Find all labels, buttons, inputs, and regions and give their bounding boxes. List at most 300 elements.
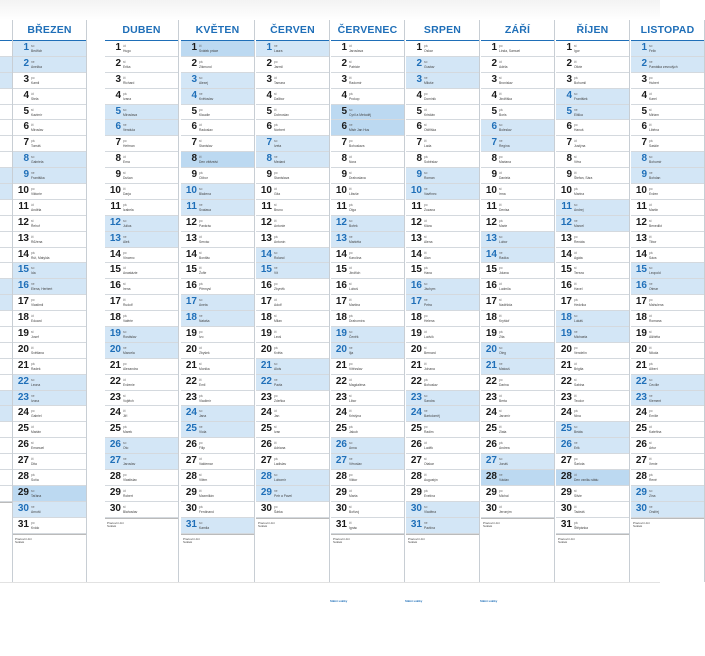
day-row[interactable] (105, 502, 178, 518)
day-row[interactable] (0, 232, 12, 248)
day-row[interactable] (256, 327, 329, 343)
day-row[interactable] (481, 263, 554, 279)
day-row[interactable] (13, 327, 86, 343)
day-row[interactable] (256, 406, 329, 422)
day-row[interactable] (181, 279, 254, 295)
day-row[interactable] (631, 391, 704, 407)
day-row[interactable] (406, 470, 479, 486)
day-row[interactable] (105, 152, 178, 168)
day-row[interactable] (481, 391, 554, 407)
day-row[interactable] (631, 200, 704, 216)
day-row[interactable] (256, 359, 329, 375)
day-row[interactable] (406, 311, 479, 327)
day-row[interactable] (181, 502, 254, 518)
day-row[interactable] (105, 248, 178, 264)
day-row[interactable] (406, 232, 479, 248)
day-row[interactable] (0, 89, 12, 105)
day-row[interactable] (0, 454, 12, 470)
day-row[interactable] (105, 406, 178, 422)
day-row[interactable] (105, 200, 178, 216)
day-row[interactable] (181, 343, 254, 359)
day-row[interactable] (181, 518, 254, 534)
day-row[interactable] (13, 343, 86, 359)
day-row[interactable] (181, 168, 254, 184)
day-row[interactable] (481, 422, 554, 438)
day-row[interactable] (556, 311, 629, 327)
day-row[interactable] (556, 73, 629, 89)
day-row[interactable] (631, 184, 704, 200)
day-row[interactable] (13, 502, 86, 518)
day-row[interactable] (256, 391, 329, 407)
day-row[interactable] (181, 57, 254, 73)
day-row[interactable] (631, 73, 704, 89)
day-row[interactable] (331, 406, 404, 422)
day-row[interactable] (256, 105, 329, 121)
day-row[interactable] (481, 486, 554, 502)
day-row[interactable] (406, 518, 479, 534)
day-row[interactable] (481, 406, 554, 422)
day-row[interactable] (256, 375, 329, 391)
day-row[interactable] (0, 184, 12, 200)
day-row[interactable] (481, 136, 554, 152)
day-row[interactable] (481, 279, 554, 295)
day-row[interactable] (556, 359, 629, 375)
day-row[interactable] (13, 232, 86, 248)
day-row[interactable] (481, 41, 554, 57)
day-row[interactable] (105, 136, 178, 152)
day-row[interactable] (13, 200, 86, 216)
day-row[interactable] (181, 375, 254, 391)
day-row[interactable] (481, 89, 554, 105)
day-row[interactable] (406, 279, 479, 295)
day-row[interactable] (256, 216, 329, 232)
day-row[interactable] (105, 120, 178, 136)
day-row[interactable] (13, 57, 86, 73)
day-row[interactable] (0, 391, 12, 407)
day-row[interactable] (256, 486, 329, 502)
day-row[interactable] (13, 216, 86, 232)
day-row[interactable] (13, 454, 86, 470)
day-row[interactable] (256, 152, 329, 168)
day-row[interactable] (105, 486, 178, 502)
day-row[interactable] (406, 375, 479, 391)
day-row[interactable] (406, 136, 479, 152)
day-row[interactable] (481, 327, 554, 343)
day-row[interactable] (181, 105, 254, 121)
day-row[interactable] (13, 248, 86, 264)
day-row[interactable] (256, 311, 329, 327)
day-row[interactable] (631, 295, 704, 311)
day-row[interactable] (331, 438, 404, 454)
day-row[interactable] (631, 359, 704, 375)
day-row[interactable] (406, 295, 479, 311)
day-row[interactable] (406, 422, 479, 438)
day-row[interactable] (105, 168, 178, 184)
day-row[interactable] (331, 136, 404, 152)
day-row[interactable] (256, 263, 329, 279)
day-row[interactable] (406, 89, 479, 105)
day-row[interactable] (105, 422, 178, 438)
day-row[interactable] (13, 486, 86, 502)
day-row[interactable] (481, 232, 554, 248)
day-row[interactable] (181, 359, 254, 375)
day-row[interactable] (406, 184, 479, 200)
day-row[interactable] (13, 120, 86, 136)
day-row[interactable] (406, 327, 479, 343)
day-row[interactable] (556, 438, 629, 454)
day-row[interactable] (13, 391, 86, 407)
day-row[interactable] (13, 136, 86, 152)
day-row[interactable] (631, 232, 704, 248)
day-row[interactable] (105, 438, 178, 454)
day-row[interactable] (556, 454, 629, 470)
day-row[interactable] (481, 216, 554, 232)
day-row[interactable] (181, 295, 254, 311)
day-row[interactable] (406, 120, 479, 136)
day-row[interactable] (631, 470, 704, 486)
day-row[interactable] (406, 391, 479, 407)
day-row[interactable] (406, 486, 479, 502)
day-row[interactable] (556, 184, 629, 200)
day-row[interactable] (406, 438, 479, 454)
day-row[interactable] (0, 200, 12, 216)
day-row[interactable] (181, 248, 254, 264)
day-row[interactable] (13, 105, 86, 121)
day-row[interactable] (631, 216, 704, 232)
day-row[interactable] (13, 470, 86, 486)
day-row[interactable] (556, 168, 629, 184)
day-row[interactable] (556, 41, 629, 57)
day-row[interactable] (331, 200, 404, 216)
day-row[interactable] (406, 263, 479, 279)
day-row[interactable] (0, 438, 12, 454)
day-row[interactable] (481, 120, 554, 136)
day-row[interactable] (0, 120, 12, 136)
day-row[interactable] (556, 343, 629, 359)
day-row[interactable] (105, 359, 178, 375)
day-row[interactable] (481, 470, 554, 486)
day-row[interactable] (556, 327, 629, 343)
day-row[interactable] (105, 41, 178, 57)
day-row[interactable] (105, 57, 178, 73)
day-row[interactable] (0, 375, 12, 391)
day-row[interactable] (13, 263, 86, 279)
day-row[interactable] (181, 486, 254, 502)
day-row[interactable] (256, 438, 329, 454)
day-row[interactable] (256, 470, 329, 486)
day-row[interactable] (0, 422, 12, 438)
day-row[interactable] (331, 470, 404, 486)
day-row[interactable] (13, 73, 86, 89)
day-row[interactable] (256, 200, 329, 216)
day-row[interactable] (481, 168, 554, 184)
day-row[interactable] (105, 216, 178, 232)
day-row[interactable] (331, 263, 404, 279)
day-row[interactable] (631, 120, 704, 136)
day-row[interactable] (256, 279, 329, 295)
day-row[interactable] (105, 375, 178, 391)
day-row[interactable] (105, 263, 178, 279)
day-row[interactable] (556, 136, 629, 152)
day-row[interactable] (13, 422, 86, 438)
day-row[interactable] (13, 41, 86, 57)
day-row[interactable] (631, 279, 704, 295)
day-row[interactable] (181, 200, 254, 216)
day-row[interactable] (556, 279, 629, 295)
day-row[interactable] (631, 168, 704, 184)
day-row[interactable] (331, 184, 404, 200)
day-row[interactable] (631, 152, 704, 168)
day-row[interactable] (13, 375, 86, 391)
day-row[interactable] (331, 73, 404, 89)
day-row[interactable] (631, 41, 704, 57)
day-row[interactable] (331, 57, 404, 73)
day-row[interactable] (556, 406, 629, 422)
day-row[interactable] (556, 518, 629, 534)
day-row[interactable] (556, 57, 629, 73)
day-row[interactable] (0, 152, 12, 168)
day-row[interactable] (256, 502, 329, 518)
day-row[interactable] (0, 311, 12, 327)
day-row[interactable] (481, 359, 554, 375)
day-row[interactable] (481, 248, 554, 264)
day-row[interactable] (181, 184, 254, 200)
day-row[interactable] (181, 73, 254, 89)
day-row[interactable] (331, 152, 404, 168)
day-row[interactable] (631, 422, 704, 438)
day-row[interactable] (256, 295, 329, 311)
day-row[interactable] (0, 295, 12, 311)
day-row[interactable] (13, 168, 86, 184)
day-row[interactable] (105, 279, 178, 295)
day-row[interactable] (631, 89, 704, 105)
day-row[interactable] (556, 200, 629, 216)
day-row[interactable] (631, 57, 704, 73)
day-row[interactable] (105, 184, 178, 200)
day-row[interactable] (331, 343, 404, 359)
day-row[interactable] (406, 454, 479, 470)
day-row[interactable] (181, 120, 254, 136)
day-row[interactable] (13, 295, 86, 311)
day-row[interactable] (105, 470, 178, 486)
day-row[interactable] (0, 136, 12, 152)
day-row[interactable] (481, 502, 554, 518)
day-row[interactable] (0, 263, 12, 279)
day-row[interactable] (256, 248, 329, 264)
day-row[interactable] (105, 327, 178, 343)
day-row[interactable] (0, 248, 12, 264)
day-row[interactable] (105, 343, 178, 359)
day-row[interactable] (406, 248, 479, 264)
day-row[interactable] (481, 152, 554, 168)
day-row[interactable] (631, 454, 704, 470)
day-row[interactable] (256, 422, 329, 438)
day-row[interactable] (631, 438, 704, 454)
day-row[interactable] (0, 105, 12, 121)
day-row[interactable] (256, 136, 329, 152)
day-row[interactable] (105, 454, 178, 470)
day-row[interactable] (13, 438, 86, 454)
day-row[interactable] (105, 232, 178, 248)
day-row[interactable] (105, 73, 178, 89)
day-row[interactable] (331, 486, 404, 502)
day-row[interactable] (481, 343, 554, 359)
day-row[interactable] (406, 168, 479, 184)
day-row[interactable] (0, 486, 12, 502)
day-row[interactable] (406, 216, 479, 232)
day-row[interactable] (556, 152, 629, 168)
day-row[interactable] (0, 327, 12, 343)
day-row[interactable] (481, 200, 554, 216)
day-row[interactable] (13, 311, 86, 327)
day-row[interactable] (331, 168, 404, 184)
day-row[interactable] (181, 263, 254, 279)
day-row[interactable] (556, 105, 629, 121)
day-row[interactable] (406, 200, 479, 216)
day-row[interactable] (331, 359, 404, 375)
day-row[interactable] (181, 41, 254, 57)
day-row[interactable] (256, 41, 329, 57)
day-row[interactable] (256, 168, 329, 184)
day-row[interactable] (331, 41, 404, 57)
day-row[interactable] (13, 89, 86, 105)
day-row[interactable] (181, 152, 254, 168)
day-row[interactable] (0, 406, 12, 422)
day-row[interactable] (331, 375, 404, 391)
day-row[interactable] (0, 73, 12, 89)
day-row[interactable] (181, 311, 254, 327)
day-row[interactable] (556, 391, 629, 407)
day-row[interactable] (105, 295, 178, 311)
day-row[interactable] (181, 232, 254, 248)
day-row[interactable] (256, 232, 329, 248)
day-row[interactable] (631, 327, 704, 343)
day-row[interactable] (181, 216, 254, 232)
day-row[interactable] (331, 518, 404, 534)
day-row[interactable] (256, 89, 329, 105)
day-row[interactable] (181, 89, 254, 105)
day-row[interactable] (13, 152, 86, 168)
day-row[interactable] (0, 343, 12, 359)
day-row[interactable] (256, 454, 329, 470)
day-row[interactable] (481, 454, 554, 470)
day-row[interactable] (406, 152, 479, 168)
day-row[interactable] (556, 486, 629, 502)
day-row[interactable] (331, 216, 404, 232)
day-row[interactable] (181, 136, 254, 152)
day-row[interactable] (331, 502, 404, 518)
day-row[interactable] (481, 438, 554, 454)
day-row[interactable] (256, 343, 329, 359)
day-row[interactable] (181, 470, 254, 486)
day-row[interactable] (331, 391, 404, 407)
day-row[interactable] (481, 57, 554, 73)
day-row[interactable] (181, 327, 254, 343)
day-row[interactable] (331, 248, 404, 264)
day-row[interactable] (105, 311, 178, 327)
day-row[interactable] (406, 41, 479, 57)
day-row[interactable] (13, 518, 86, 534)
day-row[interactable] (331, 105, 404, 121)
day-row[interactable] (331, 120, 404, 136)
day-row[interactable] (0, 168, 12, 184)
day-row[interactable] (331, 232, 404, 248)
day-row[interactable] (256, 120, 329, 136)
day-row[interactable] (181, 406, 254, 422)
day-row[interactable] (631, 375, 704, 391)
day-row[interactable] (481, 73, 554, 89)
day-row[interactable] (631, 248, 704, 264)
day-row[interactable] (631, 263, 704, 279)
day-row[interactable] (331, 327, 404, 343)
day-row[interactable] (556, 375, 629, 391)
day-row[interactable] (331, 89, 404, 105)
day-row[interactable] (331, 295, 404, 311)
day-row[interactable] (256, 73, 329, 89)
day-row[interactable] (481, 184, 554, 200)
day-row[interactable] (481, 375, 554, 391)
day-row[interactable] (631, 136, 704, 152)
day-row[interactable] (13, 359, 86, 375)
day-row[interactable] (556, 470, 629, 486)
day-row[interactable] (13, 279, 86, 295)
day-row[interactable] (181, 391, 254, 407)
day-row[interactable] (556, 502, 629, 518)
day-row[interactable] (556, 89, 629, 105)
day-row[interactable] (0, 41, 12, 57)
day-row[interactable] (0, 216, 12, 232)
day-row[interactable] (631, 105, 704, 121)
day-row[interactable] (331, 454, 404, 470)
day-row[interactable] (631, 406, 704, 422)
day-row[interactable] (556, 422, 629, 438)
day-row[interactable] (556, 120, 629, 136)
day-row[interactable] (556, 216, 629, 232)
day-row[interactable] (331, 279, 404, 295)
day-row[interactable] (631, 343, 704, 359)
day-row[interactable] (406, 57, 479, 73)
day-row[interactable] (556, 232, 629, 248)
day-row[interactable] (0, 57, 12, 73)
day-row[interactable] (481, 295, 554, 311)
day-row[interactable] (406, 105, 479, 121)
day-row[interactable] (556, 295, 629, 311)
day-row[interactable] (406, 502, 479, 518)
day-row[interactable] (331, 422, 404, 438)
day-row[interactable] (256, 57, 329, 73)
day-row[interactable] (181, 454, 254, 470)
day-row[interactable] (13, 184, 86, 200)
day-row[interactable] (181, 422, 254, 438)
day-row[interactable] (406, 406, 479, 422)
day-row[interactable] (0, 470, 12, 486)
day-row[interactable] (556, 248, 629, 264)
day-row[interactable] (0, 279, 12, 295)
day-row[interactable] (631, 502, 704, 518)
day-row[interactable] (631, 311, 704, 327)
day-row[interactable] (331, 311, 404, 327)
day-row[interactable] (105, 89, 178, 105)
day-row[interactable] (256, 184, 329, 200)
day-row[interactable] (406, 73, 479, 89)
day-row[interactable] (406, 343, 479, 359)
day-row[interactable] (105, 105, 178, 121)
day-row[interactable] (0, 359, 12, 375)
day-row[interactable] (481, 311, 554, 327)
day-row[interactable] (556, 263, 629, 279)
day-row[interactable] (481, 105, 554, 121)
day-row[interactable] (631, 486, 704, 502)
